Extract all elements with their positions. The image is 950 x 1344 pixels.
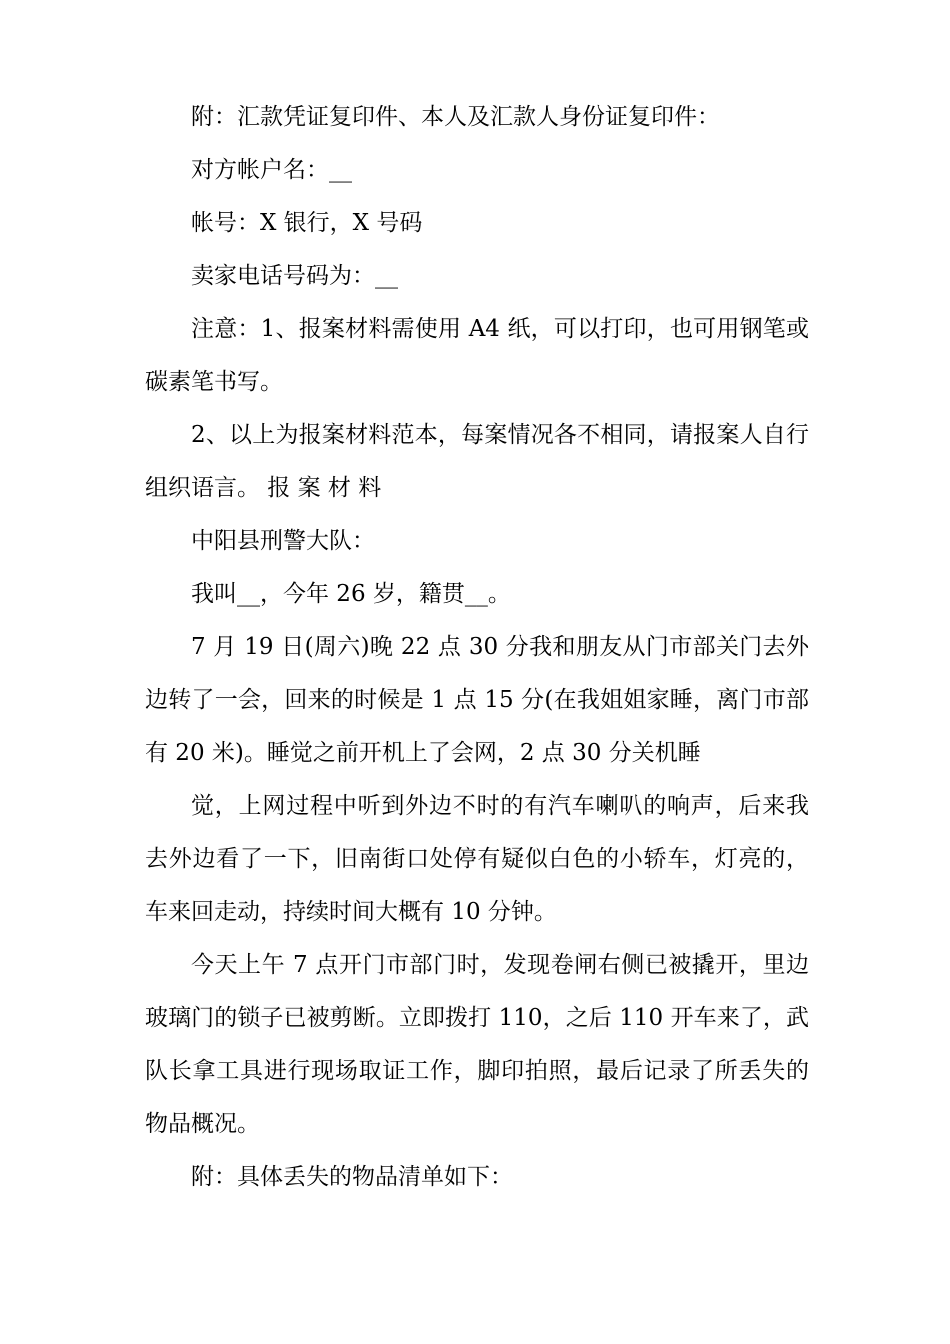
- paragraph-note-2: 2、以上为报案材料范本，每案情况各不相同，请报案人自行组织语言。 报 案 材 料: [145, 422, 809, 501]
- paragraph-self-intro: 我叫__，今年 26 岁，籍贯__。: [191, 581, 511, 607]
- paragraph-account-name: 对方帐户名：__: [191, 157, 352, 183]
- paragraph-account-number: 帐号：X 银行，X 号码: [191, 210, 423, 236]
- paragraph-addressee: 中阳县刑警大队：: [191, 528, 375, 554]
- document-body: [145, 91, 809, 1204]
- paragraph-item-list: 附：具体丢失的物品清单如下：: [191, 1164, 513, 1190]
- paragraph-attachments: 附：汇款凭证复印件、本人及汇款人身份证复印件：: [191, 104, 720, 130]
- paragraph-seller-phone: 卖家电话号码为：__: [191, 263, 398, 289]
- paragraph-observation: 觉，上网过程中听到外边不时的有汽车喇叭的响声，后来我去外边看了一下，旧南街口处停有疑似白色的小轿车，灯亮的，车来回走动，持续时间大概有 10 分钟。: [145, 793, 809, 925]
- paragraph-discovery: 今天上午 7 点开门市部门时，发现卷闸右侧已被撬开，里边玻璃门的锁子已被剪断。立即拨打 110，之后 110 开车来了，武队长拿工具进行现场取证工作，脚印拍照，最后记录了所丢失的物品概况。: [145, 952, 809, 1137]
- paragraph-note-1: 注意：1、报案材料需使用 A4 纸，可以打印，也可用钢笔或碳素笔书写。: [145, 316, 809, 395]
- paragraph-timeline: 7 月 19 日(周六)晚 22 点 30 分我和朋友从门市部关门去外边转了一会，回来的时候是 1 点 15 分(在我姐姐家睡，离门市部有 20 米)。睡觉之前开机上了会网，2 点 30 分关机睡: [145, 634, 809, 766]
